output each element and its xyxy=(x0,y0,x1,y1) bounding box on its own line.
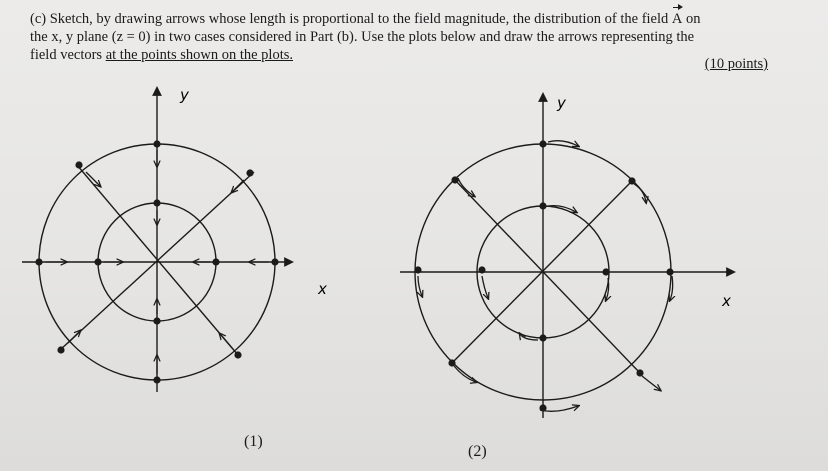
plot-1-point xyxy=(153,317,160,324)
plot-2-grid xyxy=(400,94,734,418)
plot-1-point xyxy=(94,258,101,265)
vector-a-symbol: A xyxy=(671,11,683,27)
problem-text-3-underlined: at the points shown on the plots. xyxy=(105,47,293,63)
plot-1-field-arrow xyxy=(220,334,232,348)
plot-2-point xyxy=(539,140,546,147)
problem-text-1-tail: on xyxy=(686,11,701,27)
plot-2-point xyxy=(602,268,609,275)
plot-2-diagonal-2 xyxy=(455,180,640,373)
plot-2-point xyxy=(539,334,546,341)
plot-1-field-arrow xyxy=(232,180,244,192)
plot-2-point xyxy=(448,359,455,366)
plot-2-caption: (2) xyxy=(468,443,487,460)
plot-2-point xyxy=(478,266,485,273)
plot-1-point xyxy=(57,346,64,353)
plot-2-point xyxy=(636,369,643,376)
part-label: (c) xyxy=(30,11,47,27)
plot-2-x-label: x xyxy=(722,292,731,310)
plot-1-grid xyxy=(22,88,292,392)
plot-1-point xyxy=(35,258,42,265)
plot-2-field-arrow xyxy=(482,276,488,298)
plot-1-point xyxy=(246,169,253,176)
plot-1-field-arrow xyxy=(68,331,80,343)
plot-1-point xyxy=(234,351,241,358)
plot-1-point xyxy=(212,258,219,265)
plot-2-point xyxy=(666,268,673,275)
plot-2-point xyxy=(414,266,421,273)
plot-2-field-arrow xyxy=(642,376,660,390)
plot-2-point xyxy=(451,176,458,183)
plot-2-point xyxy=(628,177,635,184)
plot-1-y-label: y xyxy=(180,86,189,104)
points-label: (10 points) xyxy=(704,56,768,72)
problem-text-1: Sketch, by drawing arrows whose length is proportional to the field magnitude, the distribution of the field xyxy=(49,11,669,27)
problem-line-2: the x, y plane (z = 0) in two cases considered in Part (b). Use the plots below and draw the arrows representing the xyxy=(30,29,695,45)
plot-1-point xyxy=(153,140,160,147)
plot-2-y-label: y xyxy=(557,94,566,112)
plot-1-caption: (1) xyxy=(244,433,263,450)
plot-1-point xyxy=(153,199,160,206)
plot-2-point xyxy=(539,202,546,209)
plot-1-point xyxy=(153,376,160,383)
plot-2-field-arrow xyxy=(418,276,422,296)
plot-2-sample-points xyxy=(414,140,673,411)
plot-1-point xyxy=(271,258,278,265)
plot-1-x-label: x xyxy=(318,280,327,298)
plot-2-field-arrow xyxy=(458,178,474,196)
problem-text-3: field vectors xyxy=(30,47,103,63)
plot-1-point xyxy=(75,161,82,168)
